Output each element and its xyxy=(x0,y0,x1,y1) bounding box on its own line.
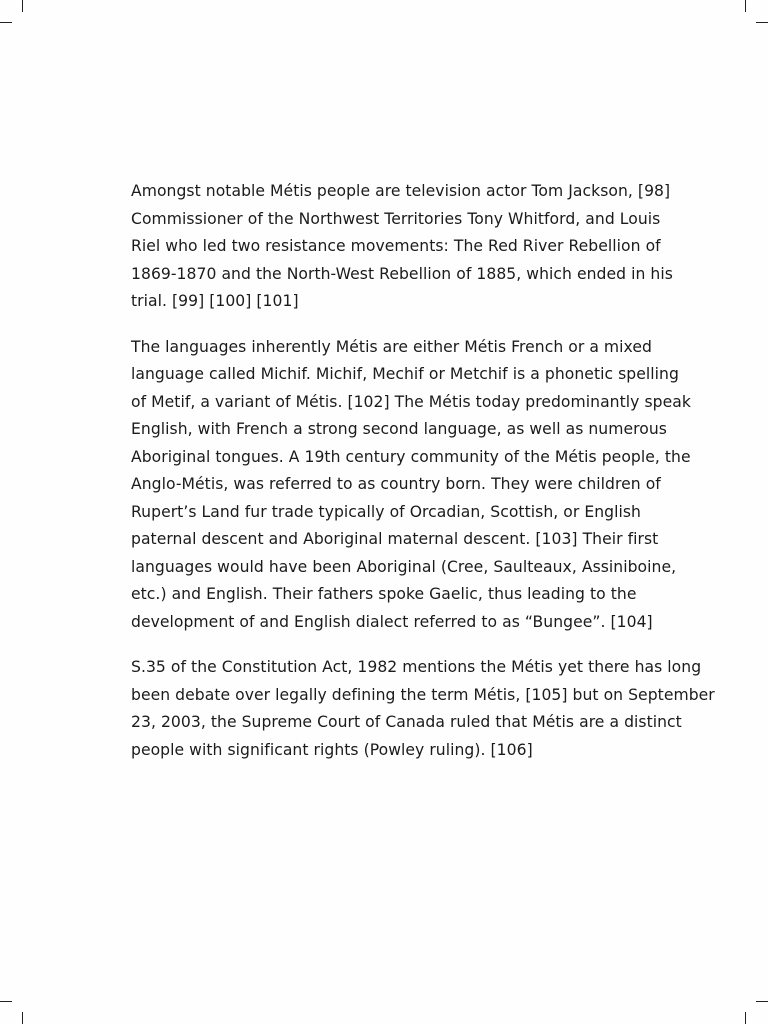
text-line: Commissioner of the Northwest Territories Tony Whitford, and Louis xyxy=(131,209,661,228)
crop-mark-top-left-horizontal xyxy=(0,22,12,23)
crop-mark-bottom-left-vertical xyxy=(22,1012,23,1024)
text-line: Amongst notable Métis people are television actor Tom Jackson, [98] xyxy=(131,182,671,200)
text-line: Anglo-Métis, was referred to as country born. They were children of xyxy=(131,475,661,493)
crop-mark-top-right-horizontal xyxy=(756,22,768,23)
text-line: S.35 of the Constitution Act, 1982 mentions the Métis yet there has long xyxy=(131,658,702,676)
text-line: language called Michif. Michif, Mechif or Metchif is a phonetic spelling xyxy=(131,365,679,383)
document-body xyxy=(131,178,715,782)
crop-mark-bottom-right-vertical xyxy=(745,1012,746,1024)
text-line: languages would have been Aboriginal (Cree, Saulteaux, Assiniboine, xyxy=(131,557,677,576)
text-line: 1869-1870 and the North-West Rebellion of 1885, which ended in his xyxy=(131,264,673,283)
text-line: The languages inherently Métis are either Métis French or a mixed xyxy=(131,337,652,356)
text-line: Riel who led two resistance movements: The Red River Rebellion of xyxy=(131,237,661,255)
text-line: people with significant rights (Powley ruling). [106] xyxy=(131,740,533,759)
crop-mark-bottom-left-horizontal xyxy=(0,1001,12,1002)
paragraph-notable-metis xyxy=(131,178,691,316)
text-line: Rupert’s Land fur trade typically of Orcadian, Scottish, or English xyxy=(131,502,641,521)
paragraph-constitution-act xyxy=(131,654,715,764)
text-line: etc.) and English. Their fathers spoke Gaelic, thus leading to the xyxy=(131,585,637,603)
crop-mark-top-right-vertical xyxy=(745,0,746,12)
text-line: development of and English dialect referred to as “Bungee”. [104] xyxy=(131,612,653,631)
text-line: English, with French a strong second language, as well as numerous xyxy=(131,420,667,438)
text-line: Aboriginal tongues. A 19th century community of the Métis people, the xyxy=(131,447,691,466)
text-line: paternal descent and Aboriginal maternal descent. [103] Their first xyxy=(131,530,659,548)
text-line: been debate over legally defining the term Métis, [105] but on September xyxy=(131,685,715,704)
text-line: of Metif, a variant of Métis. [102] The Métis today predominantly speak xyxy=(131,392,691,411)
text-line: trial. [99] [100] [101] xyxy=(131,292,299,310)
text-line: 23, 2003, the Supreme Court of Canada ruled that Métis are a distinct xyxy=(131,713,682,731)
paragraph-languages xyxy=(131,334,691,637)
crop-mark-bottom-right-horizontal xyxy=(756,1001,768,1002)
crop-mark-top-left-vertical xyxy=(22,0,23,12)
